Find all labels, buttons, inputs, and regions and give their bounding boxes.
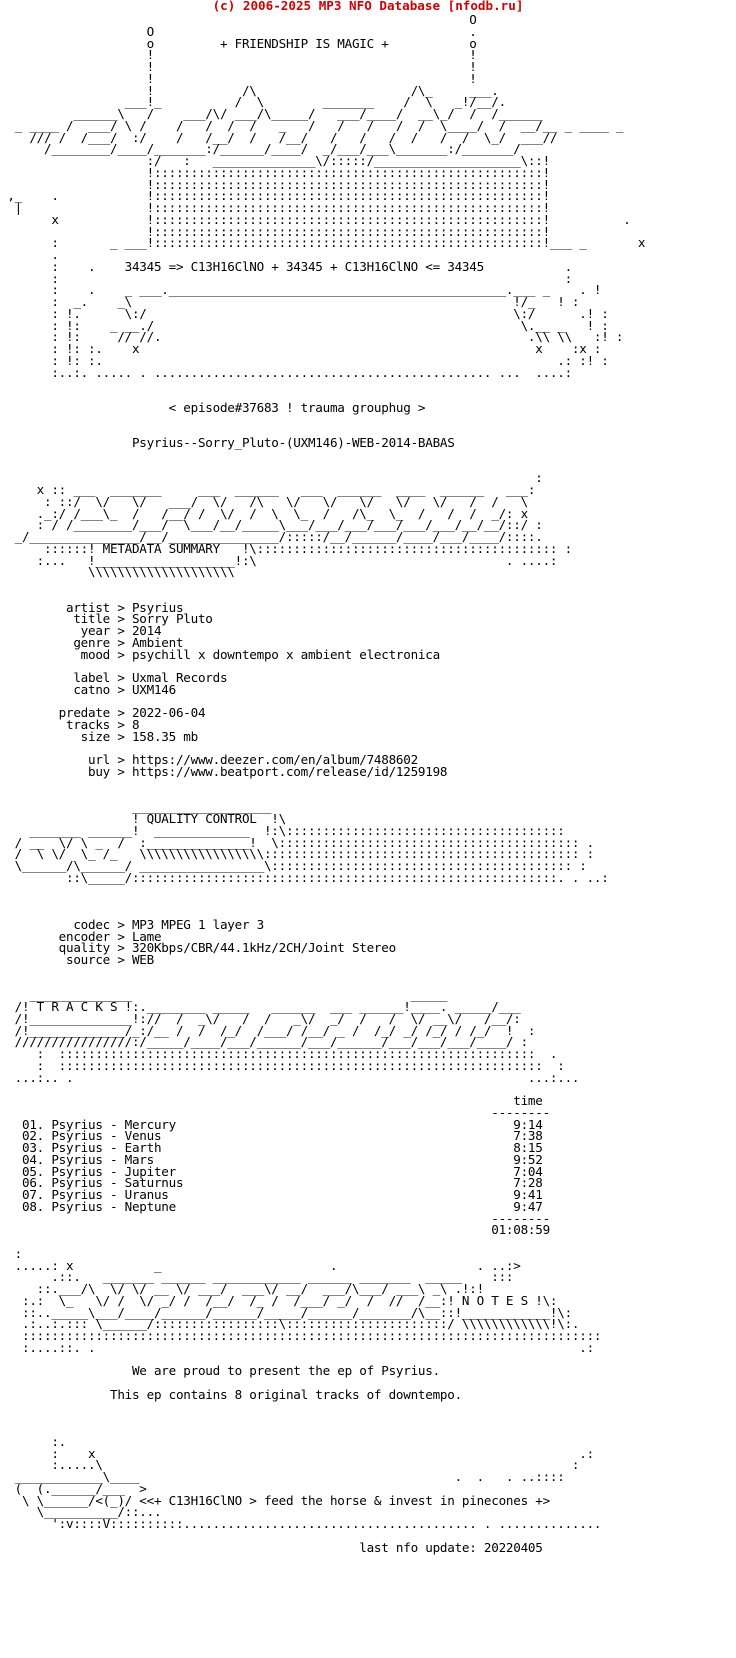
nfo-line: /// / /___/ :/ / /__/ / /__/ / / / / / / \_/ ___// [0,129,558,145]
nfo-line: buy > https://www.beatport.com/release/id/1259198 [0,764,448,779]
nfo-line: ___!_ / \ _______ / \ _!/__/. [0,94,506,110]
nfo-line: < episode#37683 ! trauma grouphug > [0,399,426,415]
nfo-line: \______/\______/ _________________\::::::::::::::::::::::::::::::::::::::::: : [0,858,587,873]
nfo-line: ! QUALITY CONTROL !\ [0,811,286,826]
nfo-line: !:::::::::::::::::::::::::::::::::::::::::::::::::::::! [0,223,550,239]
nfo-line [0,378,736,390]
nfo-line: : x .: [0,1445,594,1461]
nfo-line: \\\\\\\\\\\\\\\\\\\\ [0,564,235,580]
nfo-line: ( (.______/___ > [0,1480,147,1496]
nfo-line: : _ ___!:::::::::::::::::::::::::::::::::::::::::::::::::::::!___ _ x [0,235,646,251]
nfo-line: 08. Psyrius - Neptune 9:47 [0,1198,543,1214]
nfo-line [0,884,736,896]
nfo-line: ,_ . !:::::::::::::::::::::::::::::::::::::::::::::::::::::! [0,188,550,204]
nfo-line: 07. Psyrius - Uranus 9:41 [0,1187,543,1202]
nfo-line: last nfo update: 20220405 [0,1539,543,1555]
nfodb-header: (c) 2006-2025 MP3 NFO Database [nfodb.ru] [212,0,524,13]
nfo-line: ::.._____\___/____/______/______/_____/______/_______/\__::!____________!\: [0,1304,572,1320]
nfo-line: \__________/::... [0,1504,162,1520]
nfo-line: / \ \/ \_ /_ \\\\\\\\\\\\\\\\\::::::::::::::::::::::::::::::::::::::::::: : [0,846,594,862]
nfo-line: /!______________!:// / _\/ / / _\/ _/ / / \/ __\/ /__/: [0,1010,521,1026]
nfo-line: : [0,470,543,486]
nfo-line: _______ ______! _____________ !:\:::::::::::::::::::::::::::::::::::::: [0,822,565,838]
nfo-line: O [0,12,477,27]
nfo-line: -------- [0,1104,550,1120]
nfo-line: :....::. . .: [0,1339,594,1355]
nfo-line: mood > psychill x downtempo x ambient electronica [0,646,440,662]
nfo-line: encoder > Lame [0,928,162,944]
nfo-line: ___________________ [0,799,272,815]
nfo-line: :.....\ : [0,1457,580,1473]
nfo-line: Psyrius--Sorry_Pluto-(UXM146)-WEB-2014-BABAS [0,435,455,450]
nfo-line: : / /________/___/ \___/__/_____\___/___/___/___/___/___/__/__/::/ : [0,517,543,533]
nfo-line: ! ! [0,70,477,86]
nfo-line: :.: \_ \/ / \/ _/ / /__/ /_ / /___/ _/ / // /__:! N O T E S !\: [0,1292,558,1308]
nfo-line: 05. Psyrius - Jupiter 7:04 [0,1163,543,1179]
nfo-line: !:::::::::::::::::::::::::::::::::::::::::::::::::::::! [0,176,550,192]
nfo-line [0,778,736,790]
nfo-line: size > 158.35 mb [0,728,198,744]
nfo-line: : . 34345 => C13H16ClNO + 34345 + C13H16ClNO <= 34345 . [0,258,572,274]
nfo-line: ._:/ /___\_ / /__/ / \/ / \ \_ / /\_ \_ / / / _/: x [0,505,528,521]
nfo-line: : !: _ __./ \.__ _ ! : [0,317,609,333]
nfo-line [0,1424,736,1436]
nfo-line: ::::::::::::::::::::::::::::::::::::::::::::::::::::::::::::::::::::::::::::::: [0,1328,602,1343]
nfo-line: 04. Psyrius - Mars 9:52 [0,1151,543,1167]
nfo-line: ____________\____ . . . ..:::: [0,1469,565,1484]
nfo-line: genre > Ambient [0,634,184,650]
nfo-line: : ::::::::::::::::::::::::::::::::::::::::::::::::::::::::::::::::: . [0,1046,558,1061]
nfo-line: -------- [0,1210,550,1226]
nfo-line: o + FRIENDSHIP IS MAGIC + o [0,35,477,51]
nfo-line: :... !___________________!:\ . ....: [0,552,558,568]
nfo-line: \ \______/<(_)/ <<+ C13H16ClNO > feed the horse & invest in pinecones +> [0,1492,550,1508]
nfo-line: artist > Psyrius [0,599,184,615]
nfo-line: codec > MP3 MPEG 1 layer 3 [0,916,264,932]
nfo-line: ______\ / ___/\/ ___/\_____/ ___/____/ __\_/ / /______ [0,106,543,121]
nfo-line: tracks > 8 [0,717,140,732]
nfo-line: /! T R A C K S !:.________ _____ ______ ___ ______!____. _____/___ [0,999,521,1014]
nfo-line: : !. \:/ \:/ .! : [0,305,609,321]
nfo-line: x !:::::::::::::::::::::::::::::::::::::::::::::::::::::! . [0,211,631,227]
nfo-line: This ep contains 8 original tracks of downtempo. [0,1386,462,1402]
nfo-line: : [0,1245,550,1261]
nfo-line [0,449,736,461]
nfo-line: 02. Psyrius - Venus 7:38 [0,1128,543,1144]
nfo-line: .....: x _ . . ..:> [0,1257,521,1273]
nfo-line: 03. Psyrius - Earth 8:15 [0,1140,543,1155]
nfo-line [0,578,736,590]
nfo-line: ':v::::V::::::::::........................................ . .............. [0,1516,602,1531]
nfo-line: : : [0,270,572,286]
nfo-line: ////////////////:/_____/____/___/______/___/______/___/___/___/____/ : [0,1034,528,1050]
nfo-line: . [0,247,59,262]
nfo-line: quality > 320Kbps/CBR/44.1kHz/2CH/Joint Stereo [0,940,396,956]
nfo-line: catno > UXM146 [0,681,176,697]
nfo-line: : :::::::::::::::::::::::::::::::::::::::::::::::::::::::::::::::::: : [0,1057,565,1073]
nfo-line: ::::::! METADATA SUMMARY !\::::::::::::::::::::::::::::::::::::::::: : [0,540,572,556]
nfo-line: : . _ ___.______________________________________________.___ _ . ! [0,282,602,298]
nfo-line: ::.___/\ \/ \/ __ \/ ___/ ___\/ __/ ___/\___/ ___\ _\ .!:! [0,1281,484,1296]
nfo-line: O . [0,23,477,39]
nfo-line: label > Uxmal Records [0,670,228,685]
nfo-line [0,966,736,978]
nfo-line: year > 2014 [0,623,162,638]
nfo-line: : !: // //. .\\ \\ :! : [0,329,624,345]
nfo-line: :..:. ..... . .............................................. ... ....: [0,364,572,380]
nfo-line: .::. _______ ______ ____________ ______ _______ _____ ::: [0,1269,514,1285]
nfo-line: :/ : ______________\/:::::/____________________\::! [0,153,550,168]
nfo-line: ...:.. . ...:... [0,1069,580,1085]
nfo-line: ::\_____/::::::::::::::::::::::::::::::::::::::::::::::::::::::::::. . ..: [0,869,609,885]
nfo-line: ! ! [0,59,477,74]
nfo-line [0,895,736,907]
nfo-line: source > WEB [0,952,154,967]
nfo-line [0,414,736,426]
nfo-line: 01:08:59 [0,1222,550,1238]
nfo-line: time [0,1093,543,1108]
nfo-line: ! ! [0,47,477,63]
nfo-line: predate > 2022-06-04 [0,705,206,721]
nfo-line: : !: :. .: :! : [0,352,609,368]
nfo-line [0,1412,736,1424]
nfo-line: ______________ _____ [0,987,448,1003]
nfo-line: !:::::::::::::::::::::::::::::::::::::::::::::::::::::! [0,164,550,180]
nfo-line: x :: ___ _______ ___ ______ ___ ______ ____ ______ ___: [0,482,536,497]
nfo-line: title > Sorry Pluto [0,611,213,627]
nfo-line: _ ____ / ___/ \ / / / / / _ / / / / / \____/ / __/__ _ ____ _ [0,117,624,133]
nfo-line: 06. Psyrius - Saturnus 7:28 [0,1175,543,1191]
nfo-line: _/_______________/__/_______________/:::::/__/______/____/___/____/::::. [0,529,543,544]
nfo-line: : !: :. x x :x : [0,341,602,356]
nfo-line: url > https://www.deezer.com/en/album/7488602 [0,752,418,768]
nfo-line: :. [0,1433,66,1449]
nfo-line: / __ \/ \ _ / :______________! \::::::::::::::::::::::::::::::::::::::::: . [0,834,594,850]
nfo-line: : _. _\ !/_ ! : [0,294,580,309]
nfo-line: We are proud to present the ep of Psyrius. [0,1363,440,1379]
nfo-line: : ::/ \/ \/ ___/ \/ /\ \/ \/ \/ \/ \/ / / \ [0,493,528,509]
nfo-line: .:..:.::: \______/:::::::::::::::::\::::::::::::::::::::::/ \\\\\\\\\\\\!\:. [0,1316,580,1332]
nfo-line: | !:::::::::::::::::::::::::::::::::::::::::::::::::::::! [0,200,550,215]
nfo-line: ! /\ /\_ ___. [0,82,499,98]
nfo-line: /!_____________/_:/__ / / /_/ /___/ /__/ _ / /_/ _/ /_/ / /_/ ! : [0,1022,536,1038]
nfo-line: /________/____/_______:/______/____/ _/___/___\_______:/_______/ [0,141,521,157]
nfo-line [0,1401,736,1413]
nfo-line: 01. Psyrius - Mercury 9:14 [0,1116,543,1132]
